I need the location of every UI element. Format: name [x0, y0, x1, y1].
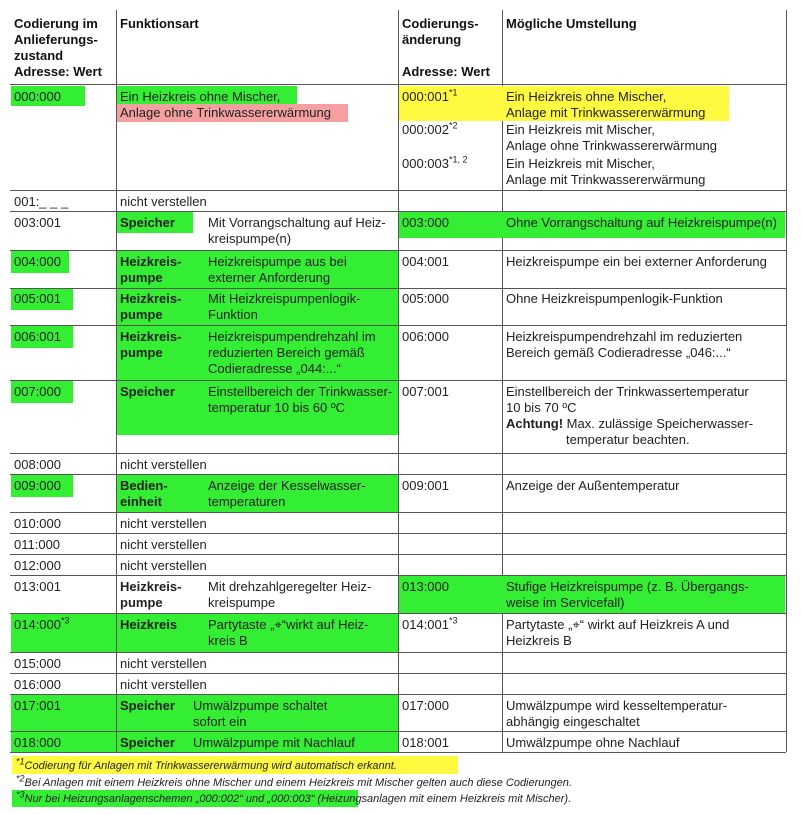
function-text: Anlage ohne Trinkwassererwärmung	[120, 105, 331, 120]
function-text: Heizkreispumpe aus bei externer Anforderung	[208, 254, 347, 285]
function-text: nicht verstellen	[120, 537, 207, 552]
row-divider	[10, 673, 786, 674]
function-text: nicht verstellen	[120, 558, 207, 573]
footnote-2: $^{*2}$Bei Anlagen mit einem Heizkreis ohne Mischer und einem Heizkreis mit Mischer gelten auch diese Codierungen.	[16, 773, 572, 789]
coding-change-value: 013:000	[402, 579, 449, 594]
change-text: Heizkreispumpendrehzahl im reduzierten Bereich gemäß Codieradresse „046:...“	[506, 329, 743, 360]
row-divider	[10, 453, 786, 454]
header-function-type: Funktionsart	[120, 16, 199, 31]
function-text: nicht verstellen	[120, 194, 207, 209]
footnote-3: $^{*3}$Nur bei Heizungsanlagenschemen „000:002“ und „000:003“ (Heizungsanlagen mit einem Heizkreis mit Mischer).	[16, 789, 572, 805]
address-value: 014:000$^{*3}$	[14, 615, 70, 632]
coding-change-value: 000:001$^{*1}$	[402, 87, 458, 104]
address-value: 013:001	[14, 579, 61, 594]
row-divider	[10, 512, 786, 513]
category-label: Heizkreis- pumpe	[120, 291, 182, 322]
coding-change-value: 018:001	[402, 735, 449, 750]
coding-change-value: 017:000	[402, 698, 449, 713]
category-label: Heizkreis	[120, 617, 178, 632]
function-text: nicht verstellen	[120, 656, 207, 671]
function-text: Anzeige der Kesselwasser- temperaturen	[208, 478, 366, 509]
change-text: Partytaste „⌖“ wirkt auf Heizkreis A und Heizkreis B	[506, 617, 730, 648]
address-value: 007:000	[14, 384, 61, 399]
function-text: Mit Heizkreispumpenlogik- Funktion	[208, 291, 361, 322]
coding-change-value: 005:000	[402, 291, 449, 306]
address-value: 001:_ _ _	[14, 194, 69, 209]
coding-change-value: 009:001	[402, 478, 449, 493]
coding-change-value: 003:000	[402, 215, 449, 230]
coding-change-value: 000:002$^{*2}$	[402, 120, 458, 137]
header-initial-coding: Codierung im Anlieferungs- zustand Adresse: Wert	[14, 16, 102, 79]
change-text: Ein Heizkreis mit Mischer, Anlage ohne Trinkwassererwärmung	[506, 122, 717, 153]
address-value: 010:000	[14, 516, 61, 531]
address-value: 006:001	[14, 329, 61, 344]
address-value: 005:001	[14, 291, 61, 306]
coding-change-value: 004:001	[402, 254, 449, 269]
address-value: 008:000	[14, 457, 61, 472]
function-text: Umwälzpumpe mit Nachlauf	[193, 735, 355, 750]
column-divider	[502, 10, 503, 752]
row-divider	[10, 652, 786, 653]
change-text: Anzeige der Außentemperatur	[506, 478, 680, 493]
coding-change-value: 007:001	[402, 384, 449, 399]
footnote-1: $^{*1}$Codierung für Anlagen mit Trinkwassererwärmung wird automatisch erkannt.	[16, 756, 397, 772]
function-text: Mit Vorrangschaltung auf Heiz- kreispumpe(n)	[208, 215, 386, 246]
coding-change-value: 000:003$^{*1, 2}$	[402, 154, 468, 171]
row-divider	[10, 554, 786, 555]
address-value: 012:000	[14, 558, 61, 573]
function-text: Einstellbereich der Trinkwasser- temperatur 10 bis 60 ºC	[208, 384, 393, 415]
address-value: 018:000	[14, 735, 61, 750]
change-text: Umwälzpumpe wird kesseltemperatur- abhängig eingeschaltet	[506, 698, 728, 729]
address-value: 017:001	[14, 698, 61, 713]
header-possible-change: Mögliche Umstellung	[506, 16, 637, 31]
address-value: 003:001	[14, 215, 61, 230]
category-label: Heizkreis- pumpe	[120, 329, 182, 360]
category-label: Bedien- einheit	[120, 478, 168, 509]
address-value: 000:000	[14, 89, 61, 104]
change-text: Ein Heizkreis mit Mischer, Anlage mit Trinkwassererwärmung	[506, 156, 706, 187]
column-divider	[398, 10, 399, 752]
function-text: Heizkreispumpendrehzahl im reduzierten Bereich gemäß Codieradresse „044:...“	[208, 329, 376, 376]
change-text: Heizkreispumpe ein bei externer Anforderung	[506, 254, 767, 269]
coding-change-value: 006:000	[402, 329, 449, 344]
category-label: Speicher	[120, 215, 175, 230]
address-value: 011:000	[14, 537, 61, 552]
function-text: Mit drehzahlgeregelter Heiz- kreispumpe	[208, 579, 372, 610]
column-divider	[786, 10, 787, 752]
change-text: Umwälzpumpe ohne Nachlauf	[506, 735, 680, 750]
change-text: Einstellbereich der Trinkwassertemperatur 10 bis 70 ºC Achtung! Max. zulässige Speicherwasser- temperatur beachten.	[506, 384, 754, 447]
address-value: 009:000	[14, 478, 61, 493]
row-divider	[10, 84, 786, 85]
category-label: Speicher	[120, 384, 175, 399]
change-text: Ein Heizkreis ohne Mischer, Anlage mit Trinkwassererwärmung	[506, 89, 706, 120]
change-text: Ohne Vorrangschaltung auf Heizkreispumpe(n)	[506, 215, 777, 230]
row-divider	[10, 533, 786, 534]
address-value: 015:000	[14, 656, 61, 671]
function-text: nicht verstellen	[120, 516, 207, 531]
category-label: Heizkreis- pumpe	[120, 254, 182, 285]
row-divider	[10, 190, 786, 191]
address-value: 016:000	[14, 677, 61, 692]
row-divider	[10, 752, 786, 753]
header-coding-change: Codierungs- änderung Adresse: Wert	[402, 16, 490, 79]
function-text: Ein Heizkreis ohne Mischer,	[120, 89, 281, 104]
function-text: Partytaste „⌖“wirkt auf Heiz- kreis B	[208, 617, 369, 648]
address-value: 004:000	[14, 254, 61, 269]
function-text: nicht verstellen	[120, 457, 207, 472]
category-label: Speicher	[120, 698, 175, 713]
change-text: Ohne Heizkreispumpenlogik-Funktion	[506, 291, 723, 306]
category-label: Speicher	[120, 735, 175, 750]
function-text: Umwälzpumpe schaltet sofort ein	[193, 698, 328, 729]
change-text: Stufige Heizkreispumpe (z. B. Übergangs- weise im Servicefall)	[506, 579, 749, 610]
coding-change-value: 014:001$^{*3}$	[402, 615, 458, 632]
function-text: nicht verstellen	[120, 677, 207, 692]
category-label: Heizkreis- pumpe	[120, 579, 182, 610]
